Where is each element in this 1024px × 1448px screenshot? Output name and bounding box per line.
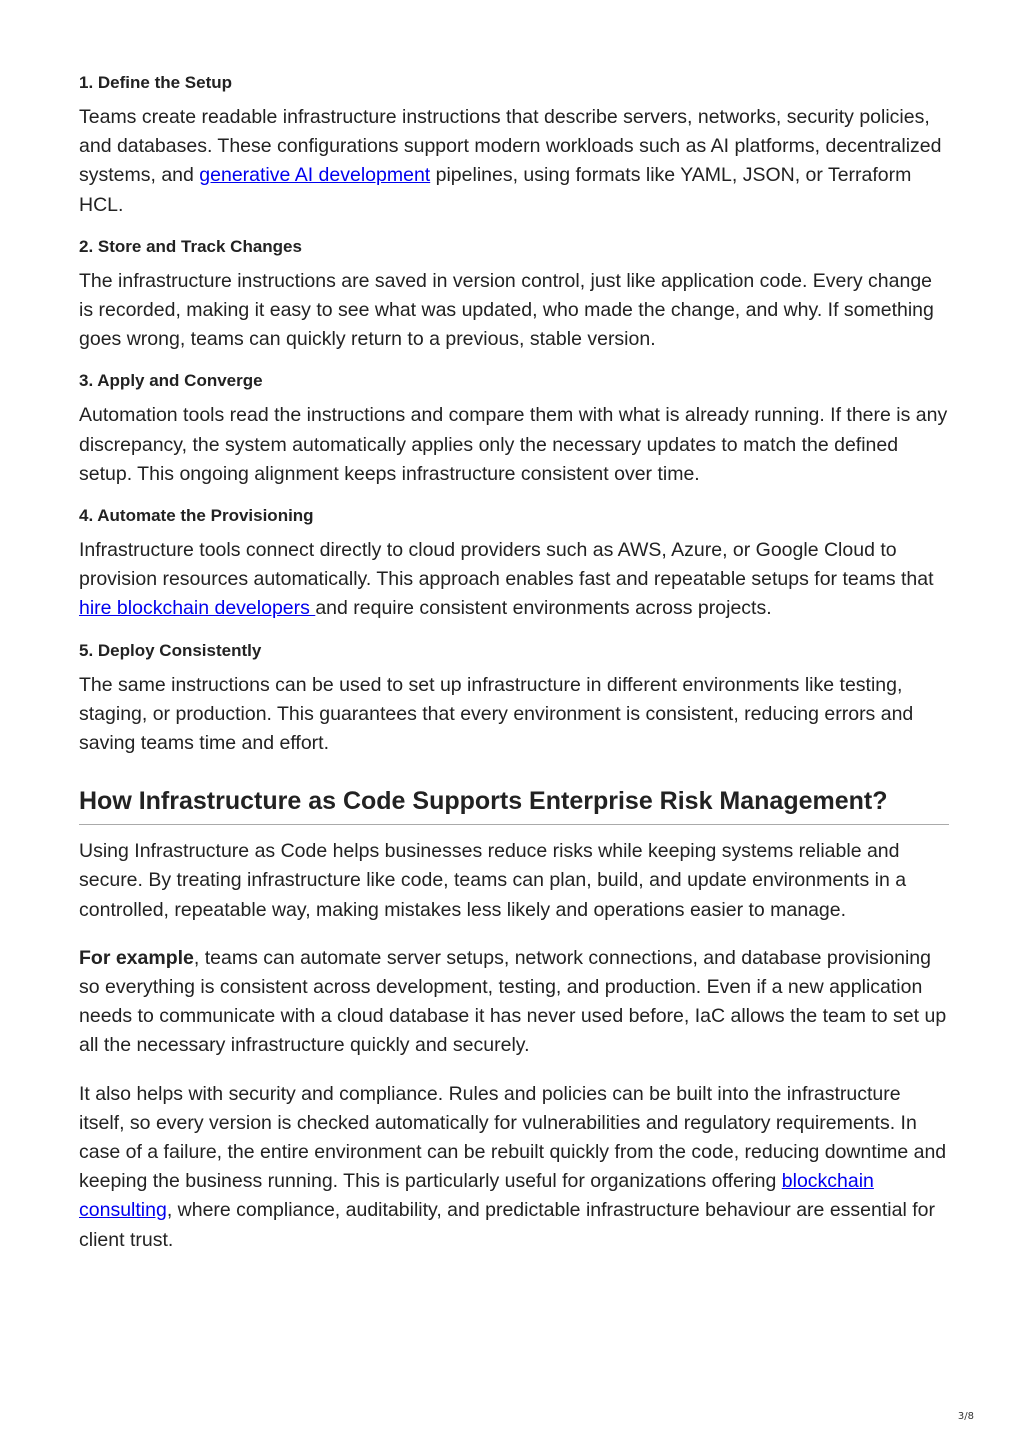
section-paragraph-3 bbox=[79, 1080, 949, 1255]
step-5-text: The same instructions can be used to set up infrastructure in different environments like testing, staging, or production. This guarantees that every environment is consistent, reducing errors and saving teams time and effort. bbox=[79, 673, 914, 755]
section-paragraph-3-end: , where compliance, auditability, and predictable infrastructure behaviour are essential for client trust. bbox=[79, 1199, 935, 1251]
page-number: 3/8 bbox=[957, 1411, 974, 1422]
step-5-heading: 5. Deploy Consistently bbox=[79, 640, 262, 660]
article-content bbox=[79, 70, 949, 1269]
section-paragraph-2-text: , teams can automate server setups, network connections, and database provisioning so everything is consistent across development, testing, and production. Even if a new application needs to communicate with a cloud database it has never used before, IaC allows the team to set up all the necessary infrastructure quickly and securely. bbox=[79, 946, 947, 1057]
step-1-text bbox=[79, 103, 949, 220]
for-example-label: For example bbox=[79, 946, 194, 969]
step-2-heading: 2. Store and Track Changes bbox=[79, 236, 302, 256]
step-4-text-end: and require consistent environments across projects. bbox=[315, 597, 772, 620]
step-1-text-end: pipelines, using formats like YAML, JSON, or Terraform HCL. bbox=[79, 164, 912, 216]
step-1-heading: 1. Define the Setup bbox=[79, 73, 233, 92]
step-4-text-start: Infrastructure tools connect directly to cloud providers such as AWS, Azure, or Google Cloud to provision resources automatically. This approach enables fast and repeatable setups for teams that bbox=[79, 539, 934, 591]
section-paragraph-1: Using Infrastructure as Code helps businesses reduce risks while keeping systems reliable and secure. By treating infrastructure like code, teams can plan, build, and update environments in a controlled, repeatable way, making mistakes less likely and operations easier to manage. bbox=[79, 840, 907, 921]
generative-ai-development-link[interactable]: generative AI development bbox=[199, 164, 431, 187]
hire-blockchain-developers-link[interactable]: hire blockchain developers bbox=[79, 597, 316, 620]
section-paragraph-3-start: It also helps with security and compliance. Rules and policies can be built into the infrastructure itself, so every version is checked automatically for vulnerabilities and regulatory requirements. In case of a failure, the entire environment can be rebuilt quickly from the code, reducing downtime and keeping the business running. This is particularly useful for organizations offering bbox=[79, 1082, 947, 1193]
step-3-heading: 3. Apply and Converge bbox=[79, 371, 263, 391]
step-2-text: The infrastructure instructions are saved in version control, just like application code. Every change is recorded, making it easy to see what was updated, who made the change, and why. If something goes wrong, teams can quickly return to a previous, stable version. bbox=[79, 269, 934, 351]
step-4-text bbox=[79, 536, 949, 624]
blockchain-consulting-link[interactable]: blockchain consulting bbox=[79, 1170, 874, 1222]
step-4-heading: 4. Automate the Provisioning bbox=[79, 506, 314, 526]
section-heading: How Infrastructure as Code Supports Enterprise Risk Management? bbox=[79, 784, 949, 825]
step-1-text-start: Teams create readable infrastructure instructions that describe servers, networks, security policies, and databases. These configurations support modern workloads such as AI platforms, decentralized systems, and bbox=[79, 106, 942, 187]
step-3-text: Automation tools read the instructions and compare them with what is already running. If there is any discrepancy, the system automatically applies only the necessary updates to match the defined setup. This ongoing alignment keeps infrastructure consistent over time. bbox=[79, 404, 948, 485]
section-paragraph-2 bbox=[79, 944, 949, 1061]
